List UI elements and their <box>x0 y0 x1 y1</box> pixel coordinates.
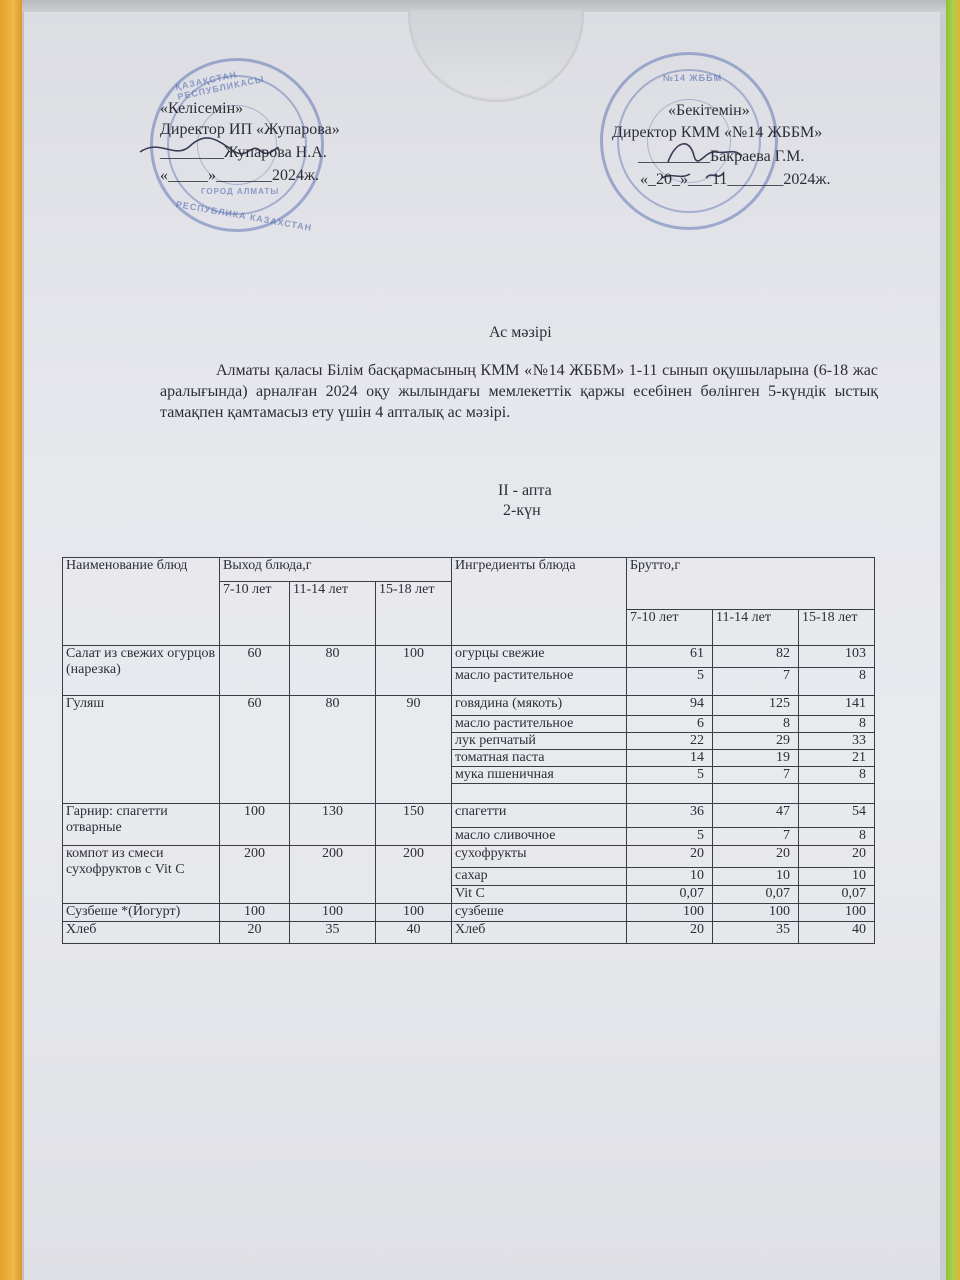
ingredient-name-cell: Vit C <box>452 886 627 904</box>
yield-11-14-cell: 200 <box>290 846 376 904</box>
brutto-15-18-cell: 20 <box>799 846 875 868</box>
brutto-15-18-cell: 33 <box>799 733 875 750</box>
table-row <box>63 922 875 944</box>
yield-15-18-cell: 150 <box>376 804 452 846</box>
ingredient-name-cell: сахар <box>452 868 627 886</box>
signatures <box>0 0 960 240</box>
yield-11-14-cell: 80 <box>290 646 376 696</box>
left-agree-label: «Келісемін» <box>160 100 244 117</box>
yield-7-10-cell: 20 <box>220 922 290 944</box>
header-brutto: Брутто,г <box>627 558 875 610</box>
header-yield: Выход блюда,г <box>220 558 452 582</box>
brutto-7-10-cell: 5 <box>627 767 713 784</box>
ingredient-name-cell: спагетти <box>452 804 627 828</box>
brutto-15-18-cell: 8 <box>799 767 875 784</box>
table-row <box>63 646 875 668</box>
ingredient-name-cell: сухофрукты <box>452 846 627 868</box>
brutto-7-10-cell: 22 <box>627 733 713 750</box>
brutto-7-10-cell: 100 <box>627 904 713 922</box>
brutto-15-18-cell: 141 <box>799 696 875 716</box>
intro-paragraph: Алматы қаласы Білім басқармасының КММ «№14 ЖББМ» 1-11 сынып оқушыларына (6-18 жас аралығында) арналған 2024 оқу жылындағы мемлекеттік қаржы есебінен бөлінген 5-күндік ыстық тамақпен қамтамасыз ету үшін 4 апталық ас мәзірі. <box>160 362 878 421</box>
yield-11-14-cell: 130 <box>290 804 376 846</box>
brutto-7-10-cell: 5 <box>627 828 713 846</box>
left-date-line: «_____»_______2024ж. <box>160 167 320 184</box>
yield-11-14-cell: 35 <box>290 922 376 944</box>
yield-15-18-cell: 40 <box>376 922 452 944</box>
yield-7-10-cell: 200 <box>220 846 290 904</box>
left-seal-ring-text: ҚАЗАҚСТАН РЕСПУБЛИКАСЫ <box>174 69 266 102</box>
dish-name-cell: Сузбеше *(Йогурт) <box>63 904 220 922</box>
yield-7-10-cell: 100 <box>220 904 290 922</box>
empty-cell <box>799 784 875 804</box>
brutto-15-18-cell: 8 <box>799 828 875 846</box>
ingredient-name-cell: огурцы свежие <box>452 646 627 668</box>
brutto-15-18-cell: 100 <box>799 904 875 922</box>
yield-11-14-cell: 100 <box>290 904 376 922</box>
brutto-11-14-cell: 35 <box>713 922 799 944</box>
table-row <box>63 904 875 922</box>
right-seal-ring-text: №14 ЖББМ <box>663 73 723 83</box>
brutto-15-18-cell: 40 <box>799 922 875 944</box>
brutto-7-10-cell: 5 <box>627 668 713 696</box>
header-dish: Наименование блюд <box>63 558 220 646</box>
right-approve-label: «Бекітемін» <box>668 102 750 119</box>
brutto-7-10-cell: 36 <box>627 804 713 828</box>
yield-15-18-cell: 100 <box>376 646 452 696</box>
brutto-7-10-cell: 6 <box>627 716 713 733</box>
ingredient-name-cell: масло растительное <box>452 668 627 696</box>
header-ingredients: Ингредиенты блюда <box>452 558 627 646</box>
ingredient-name-cell: говядина (мякоть) <box>452 696 627 716</box>
brutto-11-14-cell: 0,07 <box>713 886 799 904</box>
brutto-15-18-cell: 0,07 <box>799 886 875 904</box>
header-brutto-age-11-14: 11-14 лет <box>713 610 799 646</box>
ingredient-name-cell: масло растительное <box>452 716 627 733</box>
dish-name-cell: Гуляш <box>63 696 220 804</box>
ingredient-name-cell: лук репчатый <box>452 733 627 750</box>
day-label: 2-күн <box>503 502 541 519</box>
table-row <box>63 846 875 868</box>
ingredient-name-cell: мука пшеничная <box>452 767 627 784</box>
brutto-11-14-cell: 20 <box>713 846 799 868</box>
yield-11-14-cell: 80 <box>290 696 376 804</box>
table-row <box>63 696 875 716</box>
header-yield-age-11-14: 11-14 лет <box>290 582 376 646</box>
yield-7-10-cell: 60 <box>220 696 290 804</box>
brutto-11-14-cell: 29 <box>713 733 799 750</box>
ingredient-name-cell: сузбеше <box>452 904 627 922</box>
right-signer-line: _________Бакраева Г.М. <box>638 148 805 165</box>
header-brutto-age-15-18: 15-18 лет <box>799 610 875 646</box>
left-signer-line: ________Жупарова Н.А. <box>160 144 327 161</box>
yield-15-18-cell: 100 <box>376 904 452 922</box>
table-row <box>63 804 875 828</box>
yield-15-18-cell: 90 <box>376 696 452 804</box>
header-brutto-age-7-10: 7-10 лет <box>627 610 713 646</box>
ingredient-name-cell: томатная паста <box>452 750 627 767</box>
brutto-11-14-cell: 125 <box>713 696 799 716</box>
brutto-7-10-cell: 10 <box>627 868 713 886</box>
left-director-position: Директор ИП «Жупарова» <box>160 121 340 138</box>
left-seal-bottom-text: РЕСПУБЛИКА КАЗАХСТАН <box>175 199 313 233</box>
header-yield-age-15-18: 15-18 лет <box>376 582 452 646</box>
brutto-11-14-cell: 10 <box>713 868 799 886</box>
brutto-11-14-cell: 7 <box>713 828 799 846</box>
brutto-15-18-cell: 21 <box>799 750 875 767</box>
brutto-11-14-cell: 7 <box>713 767 799 784</box>
menu-table <box>62 557 875 944</box>
brutto-15-18-cell: 54 <box>799 804 875 828</box>
brutto-15-18-cell: 8 <box>799 716 875 733</box>
yield-15-18-cell: 200 <box>376 846 452 904</box>
right-date-line: «_20_»___11_______2024ж. <box>640 171 831 188</box>
brutto-7-10-cell: 14 <box>627 750 713 767</box>
brutto-11-14-cell: 47 <box>713 804 799 828</box>
yield-7-10-cell: 100 <box>220 804 290 846</box>
yield-7-10-cell: 60 <box>220 646 290 696</box>
empty-cell <box>452 784 627 804</box>
left-seal-center-text: ГОРОД АЛМАТЫ <box>201 187 280 196</box>
brutto-15-18-cell: 8 <box>799 668 875 696</box>
brutto-7-10-cell: 20 <box>627 846 713 868</box>
ingredient-name-cell: Хлеб <box>452 922 627 944</box>
dish-name-cell: Хлеб <box>63 922 220 944</box>
empty-cell <box>627 784 713 804</box>
dish-name-cell: Салат из свежих огурцов (нарезка) <box>63 646 220 696</box>
dish-name-cell: компот из смеси сухофруктов с Vit C <box>63 846 220 904</box>
brutto-11-14-cell: 19 <box>713 750 799 767</box>
right-director-position: Директор КММ «№14 ЖББМ» <box>612 124 823 141</box>
brutto-15-18-cell: 103 <box>799 646 875 668</box>
dish-name-cell: Гарнир: спагетти отварные <box>63 804 220 846</box>
brutto-7-10-cell: 94 <box>627 696 713 716</box>
brutto-11-14-cell: 8 <box>713 716 799 733</box>
brutto-7-10-cell: 61 <box>627 646 713 668</box>
brutto-11-14-cell: 82 <box>713 646 799 668</box>
brutto-7-10-cell: 20 <box>627 922 713 944</box>
brutto-11-14-cell: 7 <box>713 668 799 696</box>
brutto-15-18-cell: 10 <box>799 868 875 886</box>
brutto-11-14-cell: 100 <box>713 904 799 922</box>
empty-cell <box>713 784 799 804</box>
brutto-7-10-cell: 0,07 <box>627 886 713 904</box>
document-title: Ас мәзірі <box>489 324 552 341</box>
week-label: II - апта <box>498 482 552 499</box>
ingredient-name-cell: масло сливочное <box>452 828 627 846</box>
header-yield-age-7-10: 7-10 лет <box>220 582 290 646</box>
